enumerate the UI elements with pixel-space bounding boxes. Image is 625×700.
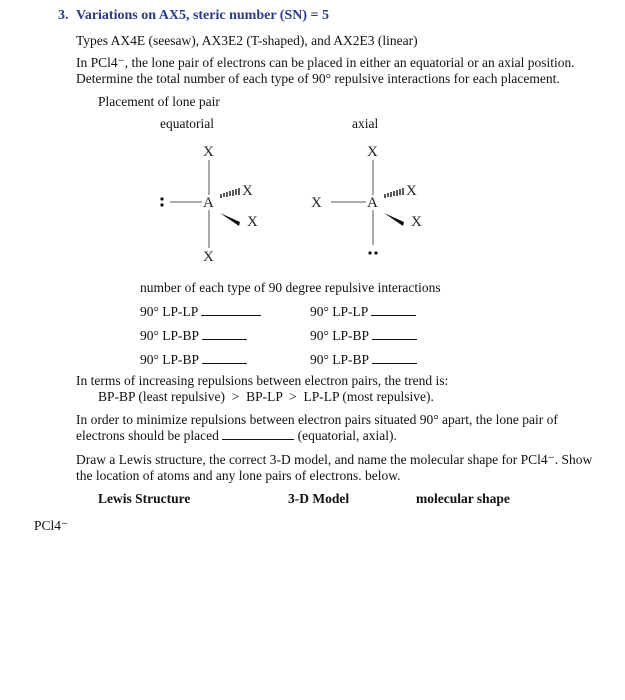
intro-line-2: Determine the total number of each type of 90° repulsive interactions for each placement. bbox=[76, 71, 560, 86]
types-line: Types AX4E (seesaw), AX3E2 (T-shaped), and AX2E3 (linear) bbox=[76, 33, 418, 48]
axial-label: axial bbox=[352, 116, 379, 131]
header-lewis: Lewis Structure bbox=[98, 491, 191, 506]
header-molecular-shape: molecular shape bbox=[416, 491, 510, 506]
answer-blank[interactable] bbox=[372, 328, 417, 340]
right-lp-bp-1: 90° LP-BP bbox=[310, 328, 417, 344]
interactions-heading: number of each type of 90 degree repulsive interactions bbox=[140, 280, 441, 295]
answer-blank[interactable] bbox=[222, 428, 294, 440]
left-lp-bp-2: 90° LP-BP bbox=[140, 352, 247, 368]
row-label-pcl4: PCl4⁻ bbox=[34, 518, 69, 533]
minimize-line-2: electrons should be placed (equatorial, axial). bbox=[76, 428, 397, 443]
svg-text:X: X bbox=[411, 214, 422, 230]
equatorial-structure bbox=[160, 144, 258, 265]
trend-intro: In terms of increasing repulsions between electron pairs, the trend is: bbox=[76, 373, 449, 388]
svg-text:X: X bbox=[367, 144, 378, 160]
answer-blank[interactable] bbox=[201, 304, 261, 316]
svg-text:X: X bbox=[203, 249, 214, 265]
right-lp-lp: 90° LP-LP bbox=[310, 304, 416, 320]
svg-text:X: X bbox=[247, 214, 258, 230]
lone-pair-diagrams bbox=[140, 135, 440, 265]
svg-text:X: X bbox=[203, 144, 214, 160]
answer-blank[interactable] bbox=[371, 304, 416, 316]
section-title: Variations on AX5, steric number (SN) = 5 bbox=[76, 8, 329, 23]
svg-text:A: A bbox=[203, 195, 214, 211]
equatorial-label: equatorial bbox=[160, 116, 214, 131]
svg-text:A: A bbox=[367, 195, 378, 211]
intro-line-1: In PCl4⁻, the lone pair of electrons can be placed in either an equatorial or an axial position. bbox=[76, 55, 575, 70]
answer-blank[interactable] bbox=[372, 352, 417, 364]
draw-line-2: the location of atoms and any lone pairs of electrons. below. bbox=[76, 468, 401, 483]
left-lp-lp: 90° LP-LP bbox=[140, 304, 261, 320]
right-lp-bp-2: 90° LP-BP bbox=[310, 352, 417, 368]
answer-blank[interactable] bbox=[202, 352, 247, 364]
svg-text:X: X bbox=[242, 183, 253, 199]
axial-structure bbox=[311, 144, 422, 255]
answer-blank[interactable] bbox=[202, 328, 247, 340]
section-number: 3. bbox=[58, 8, 69, 23]
svg-text:X: X bbox=[406, 183, 417, 199]
left-lp-bp-1: 90° LP-BP bbox=[140, 328, 247, 344]
minimize-line-1: In order to minimize repulsions between electron pairs situated 90° apart, the lone pair of bbox=[76, 412, 558, 427]
draw-line-1: Draw a Lewis structure, the correct 3-D model, and name the molecular shape for PCl4⁻. Show bbox=[76, 452, 593, 467]
trend: BP-BP (least repulsive) > BP-LP > LP-LP (most repulsive). bbox=[98, 389, 434, 404]
placement-label: Placement of lone pair bbox=[98, 94, 220, 109]
svg-text:X: X bbox=[311, 195, 322, 211]
header-3d-model: 3-D Model bbox=[288, 491, 350, 506]
